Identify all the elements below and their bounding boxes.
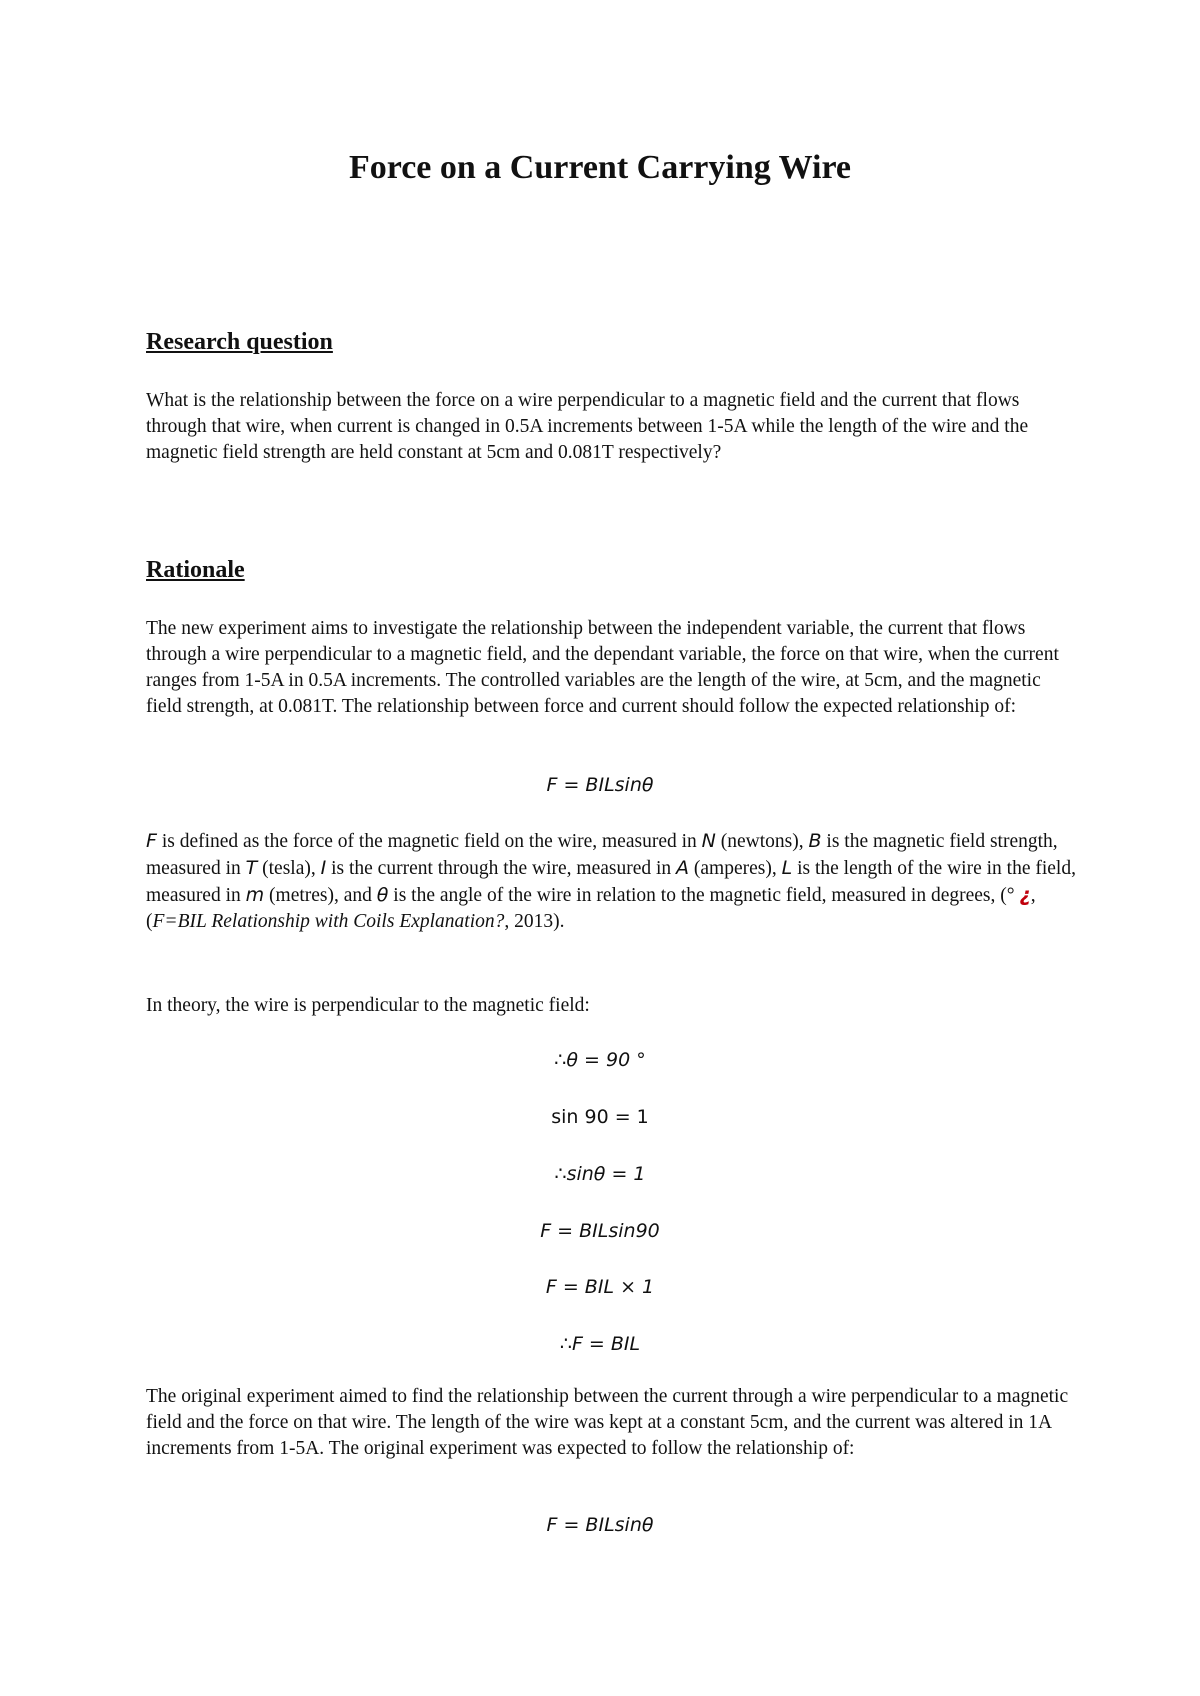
equation-final: F = BILsinθ <box>546 1514 654 1536</box>
symbol-m: m <box>245 884 265 906</box>
citation: F=BIL Relationship with Coils Explanation? <box>152 911 505 932</box>
symbol-n: N <box>701 830 716 852</box>
symbol-theta: θ <box>376 884 389 906</box>
step-theta-90: ∴θ = 90 ° <box>554 1049 646 1071</box>
error-glyph: ¿ <box>1019 883 1031 906</box>
symbol-f: F <box>146 830 157 852</box>
symbol-l: L <box>781 857 793 879</box>
theory-intro: In theory, the wire is perpendicular to the magnetic field: <box>146 995 590 1016</box>
rationale-heading: Rationale <box>146 557 245 583</box>
step-sintheta: ∴sinθ = 1 <box>554 1163 646 1185</box>
step-f-bil: ∴F = BIL <box>559 1333 641 1355</box>
symbol-a: A <box>676 857 690 879</box>
step-bilsin90: F = BILsin90 <box>540 1220 660 1242</box>
symbol-i: I <box>320 857 327 879</box>
symbol-b: B <box>808 830 822 852</box>
equation-main: F = BILsinθ <box>546 774 654 796</box>
variable-definitions: F is defined as the force of the magnetic field on the wire, measured in N (newtons), B is the magnetic field strength, measured in T (tesla), I is the current through the wire, measured in A (amperes), L is the length of the wire in the field, measured in m (metres), and θ is the angle of the wire in relation to the magnetic field, measured in degrees, (° ¿, (F=BIL Relationship with Coils Explanation?, 2013). <box>146 830 1076 932</box>
step-bil-times-1: F = BIL × 1 <box>545 1276 655 1298</box>
rationale-intro: The new experiment aims to investigate the relationship between the independent variable, the current that flows through a wire perpendicular to a magnetic field, and the dependant variable, the force on that wire, when the current ranges from 1-5A in 0.5A increments. The controlled variables are the length of the wire, at 5cm, and the magnetic field strength, at 0.081T. The relationship between force and current should follow the expected relationship of: <box>146 618 1059 717</box>
symbol-t: T <box>245 857 258 879</box>
step-sin90: sin 90 = 1 <box>551 1106 649 1128</box>
research-question-heading: Research question <box>146 329 333 355</box>
page-title: Force on a Current Carrying Wire <box>348 149 852 186</box>
research-question-text: What is the relationship between the force on a wire perpendicular to a magnetic field and the current that flows through that wire, when current is changed in 0.5A increments between 1-5A while the length of the wire and the magnetic field strength are held constant at 5cm and 0.081T respectively? <box>146 390 1029 463</box>
original-experiment-text: The original experiment aimed to find the relationship between the current through a wire perpendicular to a magnetic field and the force on that wire. The length of the wire was kept at a constant 5cm, and the current was altered in 1A increments from 1-5A. The original experiment was expected to follow the relationship of: <box>146 1386 1069 1459</box>
